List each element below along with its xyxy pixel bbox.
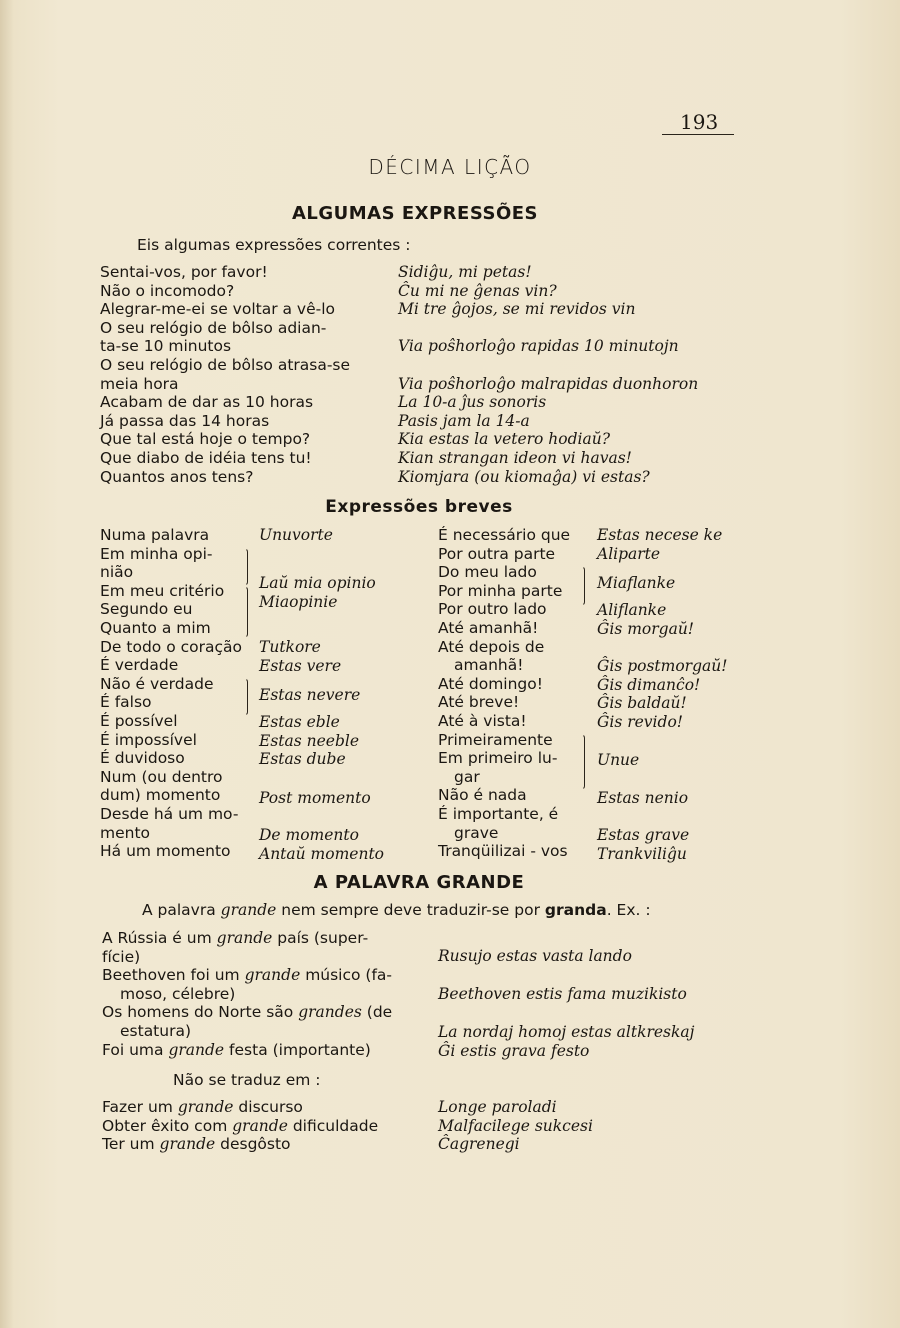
heading-word: GRANDE	[436, 872, 525, 893]
pt-line	[102, 1117, 378, 1136]
eo-line: Via poŝhorloĝo malrapidas duonhoron	[398, 374, 699, 393]
pt-line: É possível	[100, 711, 178, 730]
pt-line: É duvidoso	[100, 749, 185, 768]
italic-word: grande	[220, 901, 277, 919]
pt-line: É verdade	[100, 656, 179, 675]
eo-tutkore: Tutkore	[259, 638, 321, 656]
text: . Ex. :	[606, 901, 651, 919]
eo-antau-momento: Antaŭ momento	[259, 845, 384, 863]
italic-word: grande	[244, 966, 301, 985]
eo-trankviligu: Trankviliĝu	[597, 845, 687, 863]
section-intro: Eis algumas expressões correntes :	[137, 236, 411, 254]
pt-line: meia hora	[100, 374, 179, 393]
pt-line: É importante, é	[438, 804, 559, 823]
section-heading-expressoes-breves: Expressões breves	[325, 497, 513, 517]
pt-line: O seu relógio de bôlso adian-	[100, 318, 327, 337]
text: A palavra	[142, 901, 216, 919]
text: Ter um	[102, 1135, 155, 1154]
not-translated-heading: Não se traduz em :	[173, 1071, 321, 1089]
eo-unuvorte: Unuvorte	[259, 526, 333, 544]
eo-la-nordaj: La nordaj homoj estas altkreskaj	[438, 1023, 695, 1041]
eo-gi-estis: Ĝi estis grava festo	[438, 1042, 590, 1060]
text: nem sempre deve traduzir-se por	[281, 901, 540, 919]
eo-lau-mia-opinio: Laŭ mia opinio	[259, 574, 376, 592]
italic-word: grande	[168, 1040, 225, 1059]
pt-line: Numa palavra	[100, 526, 210, 544]
eo-line: Sidiĝu, mi petas!	[398, 263, 532, 281]
pt-line: Tranqüilizai - vos	[438, 842, 568, 861]
pt-line: dum) momento	[100, 786, 221, 805]
eo-estas-necese-ke: Estas necese ke	[597, 526, 723, 544]
pt-line: Por outro lado	[438, 600, 547, 619]
pt-line: Há um momento	[100, 842, 231, 861]
eo-estas-neeble: Estas neeble	[259, 732, 360, 750]
eo-beethoven: Beethoven estis fama muzikisto	[438, 985, 687, 1003]
pt-line	[102, 929, 392, 948]
brief-col2-portuguese	[438, 526, 570, 861]
text: Fazer um	[102, 1098, 173, 1116]
eo-estas-eble: Estas eble	[259, 713, 340, 731]
eo-unue: Unue	[597, 751, 640, 769]
eo-estas-nenio: Estas nenio	[597, 789, 689, 807]
pt-line: moso, célebre)	[120, 984, 236, 1003]
italic-word: grande	[232, 1116, 288, 1135]
pt-line: O seu relógio de bôlso atrasa-se	[100, 355, 351, 374]
not-translated-portuguese	[102, 1098, 378, 1154]
eo-gis-revido: Ĝis revido!	[597, 713, 683, 731]
text: festa (importante)	[229, 1040, 371, 1059]
pt-line: Num (ou dentro	[100, 767, 223, 786]
pt-line: nião	[100, 563, 134, 582]
expressions-portuguese	[100, 263, 350, 486]
brace	[244, 586, 248, 638]
pt-line: Alegrar-me-ei se voltar a vê-lo	[100, 300, 336, 319]
pt-line: ta-se 10 minutos	[100, 337, 232, 356]
pt-line	[102, 1135, 378, 1154]
italic-word: grandes	[298, 1003, 362, 1022]
pt-line	[102, 1003, 392, 1022]
eo-line: Malfacilege sukcesi	[438, 1116, 593, 1135]
pt-line: Acabam de dar as 10 horas	[100, 393, 314, 412]
text: Os homens do Norte são	[102, 1003, 294, 1022]
brace	[244, 548, 248, 586]
italic-word: grande	[177, 1098, 234, 1116]
text: Obter êxito com	[102, 1116, 228, 1135]
pt-line: Por outra parte	[438, 544, 556, 563]
pt-line	[102, 1098, 378, 1117]
pt-line: Primeiramente	[438, 730, 553, 749]
text: músico (fa-	[305, 966, 393, 985]
pt-line: É impossível	[100, 730, 197, 749]
eo-de-momento: De momento	[259, 826, 359, 844]
pt-line: Por minha parte	[438, 581, 563, 600]
eo-rusujo: Rusujo estas vasta lando	[438, 947, 632, 965]
eo-estas-grave: Estas grave	[597, 826, 690, 844]
grande-examples-portuguese	[102, 929, 392, 1059]
pt-line: Até domingo!	[438, 674, 543, 693]
eo-estas-dube: Estas dube	[259, 750, 346, 768]
eo-estas-vere: Estas vere	[259, 657, 342, 675]
brace	[581, 566, 585, 606]
pt-line: Que diabo de idéia tens tu!	[100, 448, 312, 467]
eo-gis-postmorgau: Ĝis postmorgaŭ!	[597, 657, 728, 675]
pt-line: fície)	[102, 947, 141, 966]
pt-line: Quantos anos tens?	[100, 467, 254, 486]
section3-intro	[142, 901, 651, 920]
pt-line	[102, 966, 392, 985]
eo-gis-morgau: Ĝis morgaŭ!	[597, 620, 695, 638]
pt-line: De todo o coração	[100, 637, 242, 656]
heading-prefix: A PALAVRA	[313, 872, 437, 893]
eo-line: Longe paroladi	[438, 1098, 557, 1116]
italic-word: grande	[216, 929, 273, 947]
pt-line: gar	[454, 767, 480, 786]
eo-gis-baldau: Ĝis baldaŭ!	[597, 694, 687, 712]
section-heading-a-palavra-grande	[0, 872, 838, 893]
eo-line: Kia estas la vetero hodiaŭ?	[398, 430, 611, 449]
text: Beethoven foi um	[102, 966, 240, 985]
pt-line: Que tal está hoje o tempo?	[100, 430, 311, 449]
eo-line: Via poŝhorloĝo rapidas 10 minutojn	[398, 337, 679, 356]
pt-line: Não é verdade	[100, 674, 214, 693]
eo-estas-nevere: Estas nevere	[259, 686, 361, 704]
eo-line: Pasis jam la 14-a	[398, 411, 530, 430]
page-number-rule	[662, 134, 734, 135]
pt-line: Em meu critério	[100, 581, 225, 600]
pt-line: estatura)	[120, 1021, 192, 1040]
pt-line: Em minha opi-	[100, 544, 213, 563]
eo-aliflanke: Aliflanke	[597, 601, 667, 619]
eo-line: Ĉu mi ne ĝenas vin?	[398, 281, 557, 300]
text: (de	[366, 1003, 393, 1022]
brief-col1-portuguese	[100, 526, 242, 861]
eo-line	[398, 356, 698, 375]
pt-line: Até amanhã!	[438, 618, 539, 637]
pt-line: Em primeiro lu-	[438, 749, 558, 768]
text: desgôsto	[220, 1135, 291, 1154]
eo-line: Ĉagrenegi	[438, 1135, 520, 1154]
pt-line: Não é nada	[438, 786, 527, 805]
brace	[581, 734, 585, 790]
pt-line: Até depois de	[438, 637, 545, 656]
pt-line: Até à vista!	[438, 711, 527, 730]
text: Foi uma	[102, 1040, 164, 1059]
text: A Rússia é um	[102, 929, 212, 947]
lesson-title: DÉCIMA LIÇÃO	[368, 155, 532, 179]
pt-line: Desde há um mo-	[100, 804, 239, 823]
eo-line: Kian strangan ideon vi havas!	[398, 448, 632, 467]
text: discurso	[238, 1098, 303, 1116]
pt-line: Quanto a mim	[100, 618, 211, 637]
text: dificuldade	[292, 1116, 379, 1135]
pt-line: Do meu lado	[438, 563, 537, 582]
expressions-esperanto	[398, 263, 698, 486]
eo-line	[398, 319, 698, 338]
pt-line: Sentai-vos, por favor!	[100, 263, 268, 281]
eo-gis-dimanco: Ĝis dimanĉo!	[597, 676, 701, 694]
pt-line: É necessário que	[438, 526, 571, 544]
eo-miaopinie: Miaopinie	[259, 593, 338, 611]
eo-line: Mi tre ĝojos, se mi revidos vin	[398, 300, 636, 319]
pt-line: Segundo eu	[100, 600, 193, 619]
pt-line: mento	[100, 823, 151, 842]
section-heading-algumas-expressoes: ALGUMAS EXPRESSÕES	[291, 203, 539, 224]
pt-line: amanhã!	[454, 656, 524, 675]
pt-line	[102, 1041, 392, 1060]
brace	[244, 678, 248, 716]
eo-miaflanke: Miaflanke	[597, 574, 676, 592]
bold-word: granda	[544, 901, 607, 919]
pt-line: Não o incomodo?	[100, 281, 235, 300]
eo-aliparte: Aliparte	[597, 545, 661, 563]
not-translated-esperanto	[438, 1098, 593, 1154]
eo-line: La 10-a ĵus sonoris	[398, 393, 547, 412]
pt-line: grave	[454, 823, 499, 842]
eo-line: Kiomjara (ou kiomaĝa) vi estas?	[398, 467, 650, 486]
eo-post-momento: Post momento	[259, 789, 371, 807]
page-number: 193	[680, 110, 719, 134]
text: país (super-	[277, 929, 369, 947]
italic-word: grande	[159, 1135, 216, 1154]
pt-line: É falso	[100, 693, 152, 712]
pt-line: Já passa das 14 horas	[100, 411, 270, 430]
pt-line: Até breve!	[438, 693, 520, 712]
